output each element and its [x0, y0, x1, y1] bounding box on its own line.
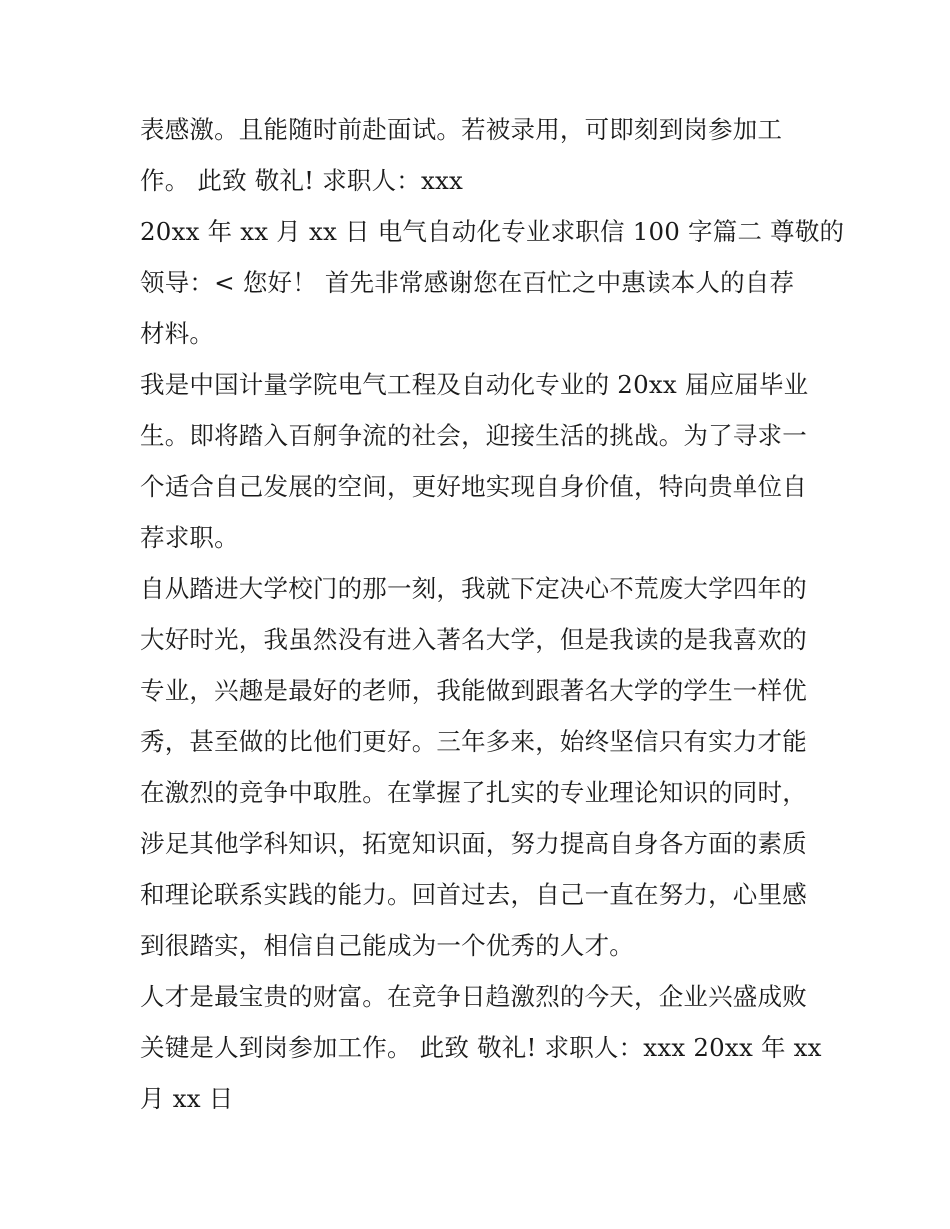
text-line: 和理论联系实践的能力。回首过去，自己一直在努力，心里感 — [140, 880, 807, 909]
text-line: 人才是最宝贵的财富。在竞争日趋激烈的今天，企业兴盛成败 — [140, 982, 807, 1011]
document-page — [140, 104, 845, 1124]
text-line: 作。 此致 敬礼! 求职人：xxx — [140, 166, 464, 195]
text-line: 月 xx 日 — [140, 1084, 234, 1113]
text-line: 个适合自己发展的空间，更好地实现自身价值，特向贵单位自 — [140, 472, 807, 501]
text-line: 自从踏进大学校门的那一刻，我就下定决心不荒废大学四年的 — [140, 574, 807, 603]
text-line: 荐求职。 — [140, 523, 239, 552]
text-line: 大好时光，我虽然没有进入著名大学，但是我读的是我喜欢的 — [140, 625, 807, 654]
text-line: 关键是人到岗参加工作。 此致 敬礼! 求职人：xxx 20xx 年 xx — [140, 1033, 822, 1062]
text-line: 到很踏实，相信自己能成为一个优秀的人才。 — [140, 931, 634, 960]
text-line: 生。即将踏入百舸争流的社会，迎接生活的挑战。为了寻求一 — [140, 421, 807, 450]
text-line: 表感激。且能随时前赴面试。若被录用，可即刻到岗参加工 — [140, 115, 783, 144]
text-line: 秀，甚至做的比他们更好。三年多来，始终坚信只有实力才能 — [140, 727, 807, 756]
text-line: 专业，兴趣是最好的老师，我能做到跟著名大学的学生一样优 — [140, 676, 807, 705]
text-line: 涉足其他学科知识，拓宽知识面，努力提高自身各方面的素质 — [140, 829, 807, 858]
text-line: 材料。 — [140, 319, 215, 348]
text-line: 领导：< 您好！ 首先非常感谢您在百忙之中惠读本人的自荐 — [140, 268, 795, 297]
text-line: 20xx 年 xx 月 xx 日 电气自动化专业求职信 100 字篇二 尊敬的 — [140, 217, 845, 246]
text-line: 我是中国计量学院电气工程及自动化专业的 20xx 届应届毕业 — [140, 370, 809, 399]
text-line: 在激烈的竞争中取胜。在掌握了扎实的专业理论知识的同时， — [140, 778, 807, 807]
